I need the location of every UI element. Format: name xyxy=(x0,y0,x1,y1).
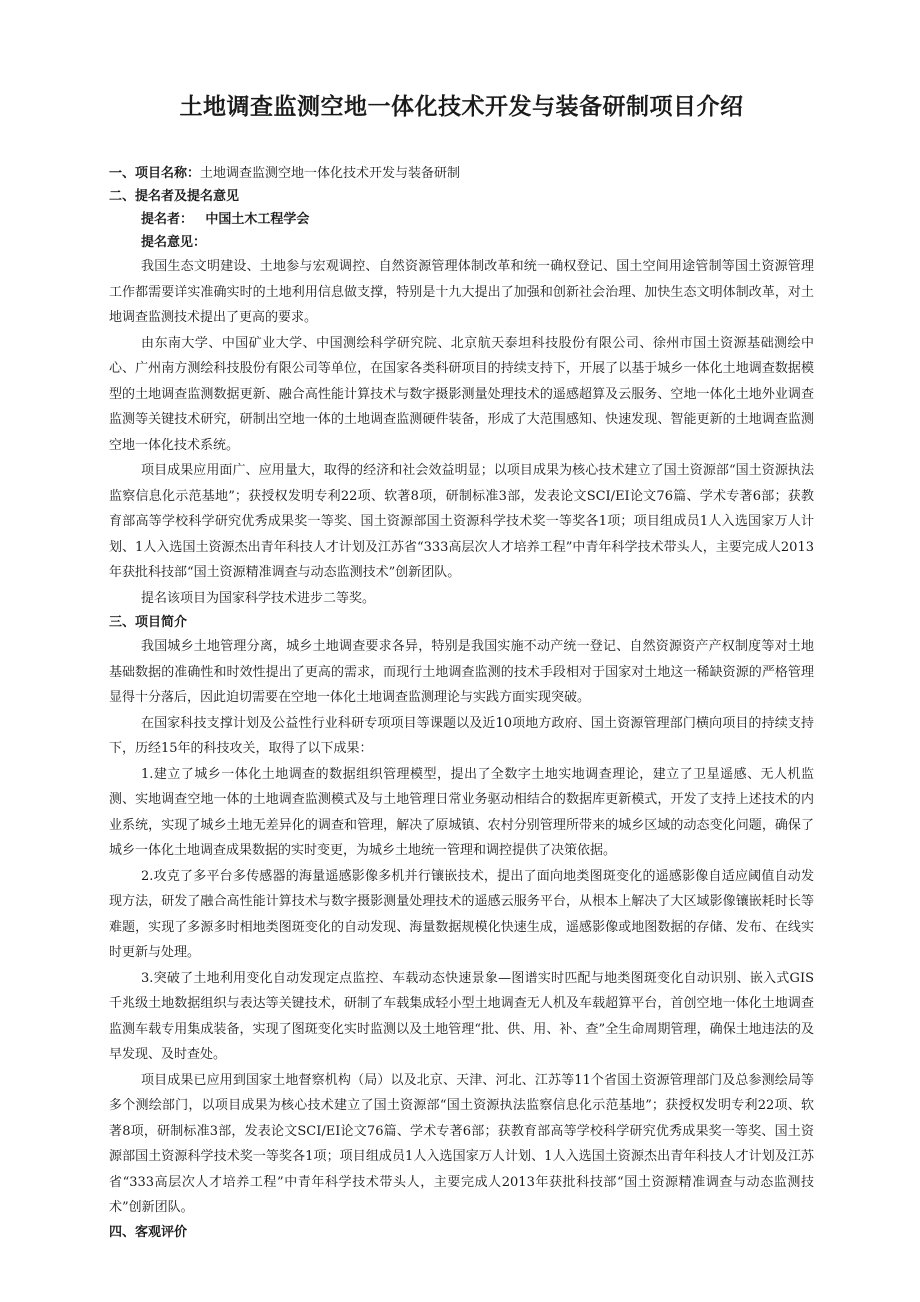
opinion-paragraph: 提名该项目为国家科学技术进步二等奖。 xyxy=(141,590,376,606)
section-heading-3: 三、项目简介 xyxy=(109,615,188,630)
opinion-paragraph: 由东南大学、中国矿业大学、中国测绘科学研究院、北京航天泰坦科技股份有限公司、徐州市国土资源基础测绘中心、广州南方测绘科技股份有限公司等单位，在国家各类科研项目的持续支持下，开展了以基于城乡一体化土地调查数据模型的土地调查监测数据更新、融合高性能计算技术与数字摄影测量处理技术的遥感超算及云服务、空地一体化土地外业调查监测等关键技术研究，研制出空地一体的土地调查监测硬件装备，形成了大范围感知、快速发现、智能更新的土地调查监测空地一体化技术系统。 xyxy=(109,335,814,453)
intro-paragraph: 项目成果已应用到国家土地督察机构（局）以及北京、天津、河北、江苏等11个省国土资源管理部门及总参测绘局等多个测绘部门，以项目成果为核心技术建立了国土资源部“国土资源执法监察信息化示范基地”；获授权发明专利22项、软著8项，研制标准3部，发表论文SCI/EI论文76篇、学术专著6部；获教育部高等学校科学研究优秀成果奖一等奖、国土资源部国土资源科学技术奖一等奖各1项；项目组成员1人入选国家万人计划、1人入选国土资源杰出青年科技人才计划及江苏省“333高层次人才培养工程”中青年科学技术带头人，主要完成人2013年获批科技部“国土资源精准调查与动态监测技术”创新团队。 xyxy=(109,1072,814,1215)
opinion-label: 提名意见： xyxy=(141,235,207,250)
intro-paragraph: 1.建立了城乡一体化土地调查的数据组织管理模型，提出了全数字土地实地调查理论，建立了卫星遥感、无人机监测、实地调查空地一体的土地调查监测模式及与土地管理日常业务驱动相结合的数据库更新模式，开发了支持上述技术的内业系统，实现了城乡土地无差异化的调查和管理，解决了原城镇、农村分别管理所带来的城乡区域的动态变化问题，确保了城乡一体化土地调查成果数据的实时变更，为城乡土地统一管理和调控提供了决策依据。 xyxy=(109,766,814,858)
document-page xyxy=(109,88,814,1244)
nominator-line xyxy=(109,208,814,231)
intro-paragraph: 2.攻克了多平台多传感器的海量遥感影像多机并行镶嵌技术，提出了面向地类图斑变化的遥感影像自适应阈值自动发现方法，研发了融合高性能计算技术与数字摄影测量处理技术的遥感云服务平台，从根本上解决了大区域影像镶嵌耗时长等难题，实现了多源多时相地类图斑变化的自动发现、海量数据规模化快速生成，遥感影像或地图数据的存储、发布、在线实时更新与处理。 xyxy=(109,868,814,960)
section-heading-1: 一、项目名称： xyxy=(109,166,201,181)
project-name-line xyxy=(109,162,814,185)
section-heading-2: 二、提名者及提名意见 xyxy=(109,189,240,204)
section-heading-4: 四、客观评价 xyxy=(109,1224,188,1240)
opinion-paragraph: 项目成果应用面广、应用量大，取得的经济和社会效益明显；以项目成果为核心技术建立了国土资源部“国土资源执法监察信息化示范基地”；获授权发明专利22项、软著8项，研制标准3部，发表论文SCI/EI论文76篇、学术专著6部；获教育部高等学校科学研究优秀成果奖一等奖、国土资源部国土资源科学技术奖一等奖各1项；项目组成员1人入选国家万人计划、1人入选国土资源杰出青年科技人才计划及江苏省“333高层次人才培养工程”中青年科学技术带头人，主要完成人2013年获批科技部“国土资源精准调查与动态监测技术”创新团队。 xyxy=(109,463,814,580)
intro-paragraph: 我国城乡土地管理分离，城乡土地调查要求各异，特别是我国实施不动产统一登记、自然资源资产产权制度等对土地基础数据的准确性和时效性提出了更高的需求，而现行土地调查监测的技术手段相对于国家对土地这一稀缺资源的严格管理显得十分落后，因此迫切需要在空地一体化土地调查监测理论与实践方面实现突破。 xyxy=(109,639,814,705)
page-title: 土地调查监测空地一体化技术开发与装备研制项目介绍 xyxy=(179,94,744,120)
intro-paragraph: 在国家科技支撑计划及公益性行业科研专项项目等课题以及近10项地方政府、国土资源管理部门横向项目的持续支持下，历经15年的科技攻关，取得了以下成果： xyxy=(109,715,814,756)
project-name-value: 土地调查监测空地一体化技术开发与装备研制 xyxy=(200,166,461,181)
opinion-paragraph: 我国生态文明建设、土地参与宏观调控、自然资源管理体制改革和统一确权登记、国土空间用途管制等国土资源管理工作都需要详实准确实时的土地利用信息做支撑，特别是十九大提出了加强和创新社会治理、加快生态文明体制改革，对土地调查监测技术提出了更高的要求。 xyxy=(109,259,814,325)
intro-paragraph: 3.突破了土地利用变化自动发现定点监控、车载动态快速景象—图谱实时匹配与地类图斑变化自动识别、嵌入式GIS千兆级土地数据组织与表达等关键技术，研制了车载集成轻小型土地调查无人机及车载超算平台，首创空地一体化土地调查监测车载专用集成装备，实现了图斑变化实时监测以及土地管理“批、供、用、补、查”全生命周期管理，确保土地违法的及早发现、及时查处。 xyxy=(109,970,814,1062)
nominator-label: 提名者： xyxy=(141,212,194,227)
nominator-value: 中国土木工程学会 xyxy=(205,212,310,227)
